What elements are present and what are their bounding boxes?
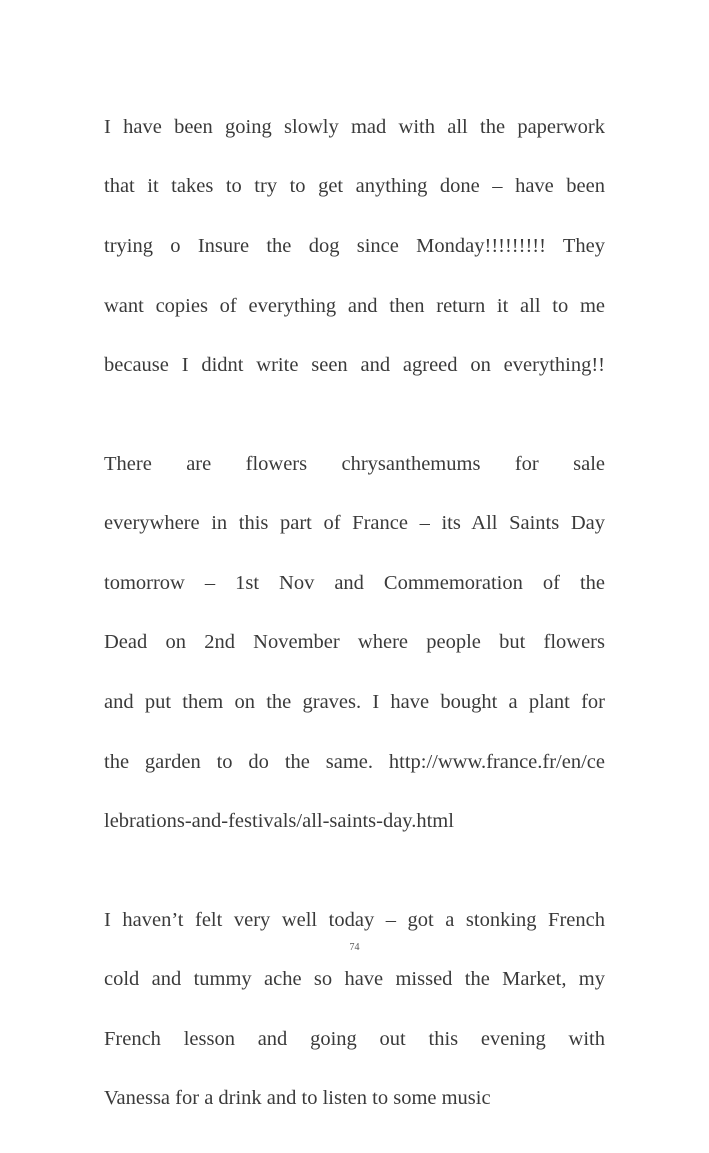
paragraph-3 xyxy=(104,876,605,1144)
body-text xyxy=(104,83,605,1153)
text-line: lebrations-and-festivals/all-saints-day.html xyxy=(104,810,454,833)
text-line: There are flowers chrysanthemums for sale xyxy=(104,452,605,475)
paragraph-2 xyxy=(104,420,605,867)
text-line: want copies of everything and then return it all to me xyxy=(104,294,605,317)
text-line: trying o Insure the dog since Monday!!!!!!!!! They xyxy=(104,234,605,257)
text-line: and put them on the graves. I have bought a plant for xyxy=(104,690,605,713)
text-line: the garden to do the same. http://www.france.fr/en/ce xyxy=(104,750,605,773)
text-line: cold and tummy ache so have missed the Market, my xyxy=(104,968,605,991)
page-number: 74 xyxy=(349,942,360,953)
text-line: French lesson and going out this evening with xyxy=(104,1027,605,1050)
text-line: that it takes to try to get anything done – have been xyxy=(104,175,605,198)
text-line: tomorrow – 1st Nov and Commemoration of the xyxy=(104,571,605,594)
paragraph-1 xyxy=(104,83,605,411)
text-line: I have been going slowly mad with all the paperwork xyxy=(104,115,605,138)
text-line: Vanessa for a drink and to listen to some music xyxy=(104,1087,491,1110)
text-line: because I didnt write seen and agreed on everything!! xyxy=(104,354,605,377)
text-line: everywhere in this part of France – its All Saints Day xyxy=(104,512,605,535)
text-line: Dead on 2nd November where people but flowers xyxy=(104,631,605,654)
text-line: I haven’t felt very well today – got a stonking French xyxy=(104,908,605,931)
